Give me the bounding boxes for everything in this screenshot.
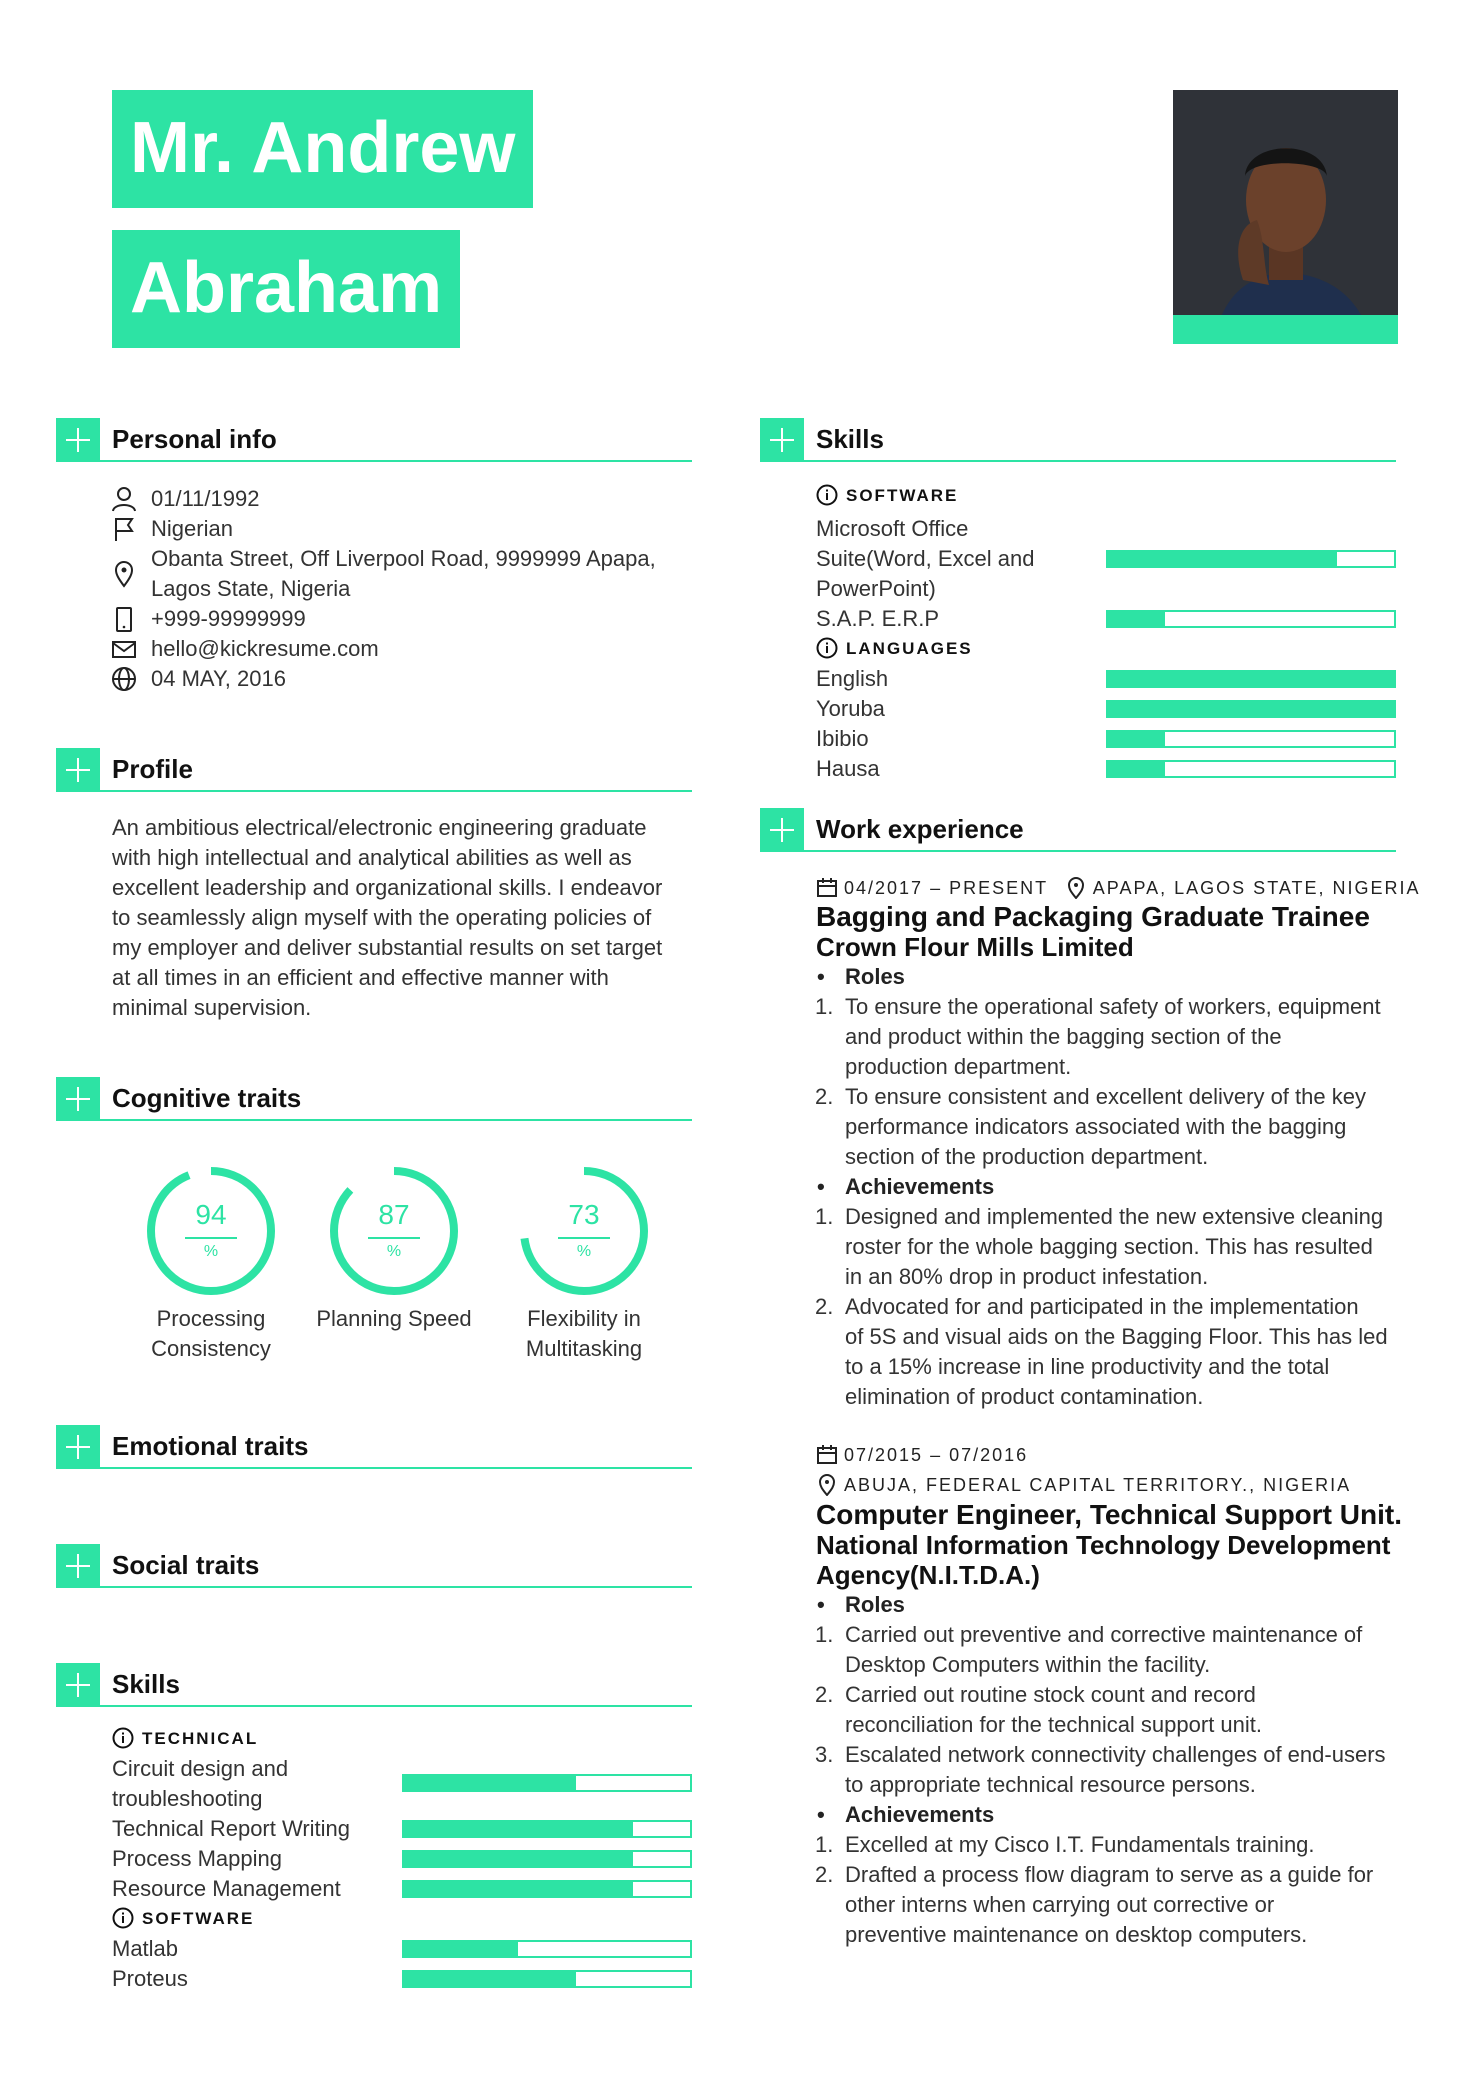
plus-icon — [760, 808, 804, 852]
work-experience-header — [760, 808, 1396, 852]
personal-info-title: Personal info — [112, 424, 277, 454]
language-name: Hausa — [816, 756, 880, 781]
social-traits-title: Social traits — [112, 1550, 260, 1580]
achievements-heading: • Achievements — [845, 1800, 994, 1830]
trait-label: Flexibility in Multitasking — [525, 1306, 643, 1361]
skill-level-bar — [402, 1940, 692, 1958]
plus-icon — [56, 748, 100, 792]
skill-name: Proteus — [112, 1966, 188, 1991]
company-name: Agency(N.I.T.D.A.) — [816, 1560, 1040, 1590]
location-pin-icon — [816, 1474, 838, 1496]
company-name: National Information Technology Development — [816, 1530, 1391, 1560]
globe-icon — [110, 665, 138, 693]
list-item: 2. Advocated for and participated in the implementation of 5S and visual aids on the Bagging Floor. This has led to a 15% increase in line productivity and the total elimination of product contamination. — [815, 1294, 1388, 1409]
language-name: Ibibio — [816, 726, 869, 751]
skill-category: TECHNICAL — [112, 1724, 258, 1754]
skill-category: SOFTWARE — [112, 1904, 254, 1934]
job-meta: 04/2017 – PRESENT APAPA, LAGOS STATE, NIGERIA — [816, 873, 1421, 903]
achievements-heading: • Achievements — [845, 1172, 994, 1202]
skill-name: Process Mapping — [112, 1846, 282, 1871]
profile-text-line: my employer and deliver substantial results on set target — [112, 935, 663, 960]
company-name: Crown Flour Mills Limited — [816, 932, 1134, 962]
skill-name: S.A.P. E.R.P — [816, 606, 940, 631]
profile-text-line: excellent leadership and organizational skills. I endeavor — [112, 875, 663, 900]
language-name: Yoruba — [816, 696, 885, 721]
skill-name: PowerPoint) — [816, 576, 936, 601]
skill-level-bar — [1106, 760, 1396, 778]
calendar-icon — [816, 877, 838, 899]
list-item: 1. To ensure the operational safety of workers, equipment and product within the bagging section of the production department. — [815, 994, 1381, 1079]
location-pin-icon — [110, 560, 138, 588]
social-traits-header — [56, 1544, 692, 1588]
emotional-traits-header — [56, 1425, 692, 1469]
plus-icon — [56, 1425, 100, 1469]
skill-level-bar — [1106, 550, 1396, 568]
skills-right-header — [760, 418, 1396, 462]
profile-text-line: An ambitious electrical/electronic engineering graduate — [112, 815, 647, 840]
skill-level-bar — [402, 1880, 692, 1898]
trait-ring-arc — [151, 1171, 271, 1291]
skill-name: Technical Report Writing — [112, 1816, 351, 1841]
trait-value: 73 — [568, 1199, 600, 1230]
skill-level-bar — [402, 1850, 692, 1868]
name-line-2: Abraham — [112, 230, 460, 348]
profile-photo — [1173, 90, 1398, 344]
calendar-icon — [816, 1444, 838, 1466]
skill-level-bar — [402, 1970, 692, 1988]
skills-left-title: Skills — [112, 1669, 180, 1699]
name-line-1: Mr. Andrew — [112, 90, 533, 208]
phone: +999-99999999 — [151, 606, 306, 631]
plus-icon — [56, 1077, 100, 1121]
plus-icon — [56, 1663, 100, 1707]
skills-right-title: Skills — [816, 424, 884, 454]
plus-icon — [56, 418, 100, 462]
profile-title: Profile — [112, 754, 193, 784]
list-item: 1. Excelled at my Cisco I.T. Fundamentals training. — [815, 1832, 1315, 1857]
cognitive-traits-title: Cognitive traits — [112, 1083, 302, 1113]
work-experience-title: Work experience — [816, 814, 1024, 844]
envelope-icon — [110, 635, 138, 663]
skill-level-bar — [1106, 610, 1396, 628]
trait-ring-flexibility — [518, 1165, 650, 1297]
date-value: 04 MAY, 2016 — [151, 666, 286, 691]
skills-left-header — [56, 1663, 692, 1707]
skill-category: SOFTWARE — [816, 481, 958, 511]
profile-text-line: at all times in an efficient and effective manner with — [112, 965, 609, 990]
phone-icon — [110, 605, 138, 633]
skill-level-bar — [1106, 670, 1396, 688]
personal-info-header — [56, 418, 692, 462]
plus-icon — [56, 1544, 100, 1588]
job-title: Bagging and Packaging Graduate Trainee — [816, 901, 1370, 932]
profile-text-line: with high intellectual and analytical abilities as well as — [112, 845, 632, 870]
person-icon — [110, 485, 138, 513]
email: hello@kickresume.com — [151, 636, 379, 661]
list-item: 3. Escalated network connectivity challenges of end-users to appropriate technical resource persons. — [815, 1742, 1386, 1797]
skill-name: Circuit design and — [112, 1756, 289, 1781]
language-name: English — [816, 666, 889, 691]
list-item: 1. Designed and implemented the new extensive cleaning roster for the whole bagging section. This has resulted in an 80% drop in product infestation. — [815, 1204, 1384, 1289]
plus-icon — [760, 418, 804, 462]
address-line-1: Obanta Street, Off Liverpool Road, 9999999 Apapa, — [151, 546, 656, 571]
info-icon — [112, 1907, 134, 1929]
trait-percent: % — [576, 1243, 592, 1260]
skill-name: Resource Management — [112, 1876, 341, 1901]
skill-level-bar — [1106, 700, 1396, 718]
trait-label: Processing Consistency — [151, 1306, 271, 1361]
profile-text-line: minimal supervision. — [112, 995, 312, 1020]
skill-level-bar — [1106, 730, 1396, 748]
list-item: 2. Drafted a process flow diagram to serve as a guide for other interns when carrying out corrective or preventive maintenance on desktop computers. — [815, 1862, 1374, 1947]
list-item: 2. To ensure consistent and excellent delivery of the key performance indicators associated with the bagging section of the production department. — [815, 1084, 1366, 1169]
profile-header — [56, 748, 692, 792]
trait-label: Planning Speed — [316, 1306, 472, 1331]
address-line-2: Lagos State, Nigeria — [151, 576, 351, 601]
trait-value: 94 — [195, 1199, 227, 1230]
trait-ring-processing-consistency — [145, 1165, 277, 1297]
skill-name: Microsoft Office — [816, 516, 969, 541]
skill-name: Suite(Word, Excel and — [816, 546, 1035, 571]
trait-value: 87 — [378, 1199, 410, 1230]
job-location: ABUJA, FEDERAL CAPITAL TERRITORY., NIGERIA — [816, 1470, 1351, 1500]
job-title: Computer Engineer, Technical Support Unit. — [816, 1499, 1402, 1530]
location-pin-icon — [1065, 877, 1087, 899]
flag-icon — [110, 515, 138, 543]
skill-name: troubleshooting — [112, 1786, 263, 1811]
roles-heading: • Roles — [845, 1590, 905, 1620]
list-item: 2. Carried out routine stock count and record reconciliation for the technical support unit. — [815, 1682, 1263, 1737]
emotional-traits-title: Emotional traits — [112, 1431, 309, 1461]
trait-percent: % — [386, 1243, 402, 1260]
profile-text-line: to seamlessly align myself with the operating policies of — [112, 905, 652, 930]
info-icon — [816, 484, 838, 506]
birth-date: 01/11/1992 — [151, 486, 260, 511]
cognitive-traits-header — [56, 1077, 692, 1121]
job-dates: 07/2015 – 07/2016 — [816, 1440, 1028, 1470]
trait-ring-planning-speed — [328, 1165, 460, 1297]
list-item: 1. Carried out preventive and corrective maintenance of Desktop Computers within the facility. — [815, 1622, 1363, 1677]
info-icon — [112, 1727, 134, 1749]
skill-category: LANGUAGES — [816, 634, 973, 664]
nationality: Nigerian — [151, 516, 233, 541]
skill-level-bar — [402, 1774, 692, 1792]
roles-heading: • Roles — [845, 962, 905, 992]
skill-level-bar — [402, 1820, 692, 1838]
trait-percent: % — [203, 1243, 219, 1260]
info-icon — [816, 637, 838, 659]
skill-name: Matlab — [112, 1936, 179, 1961]
